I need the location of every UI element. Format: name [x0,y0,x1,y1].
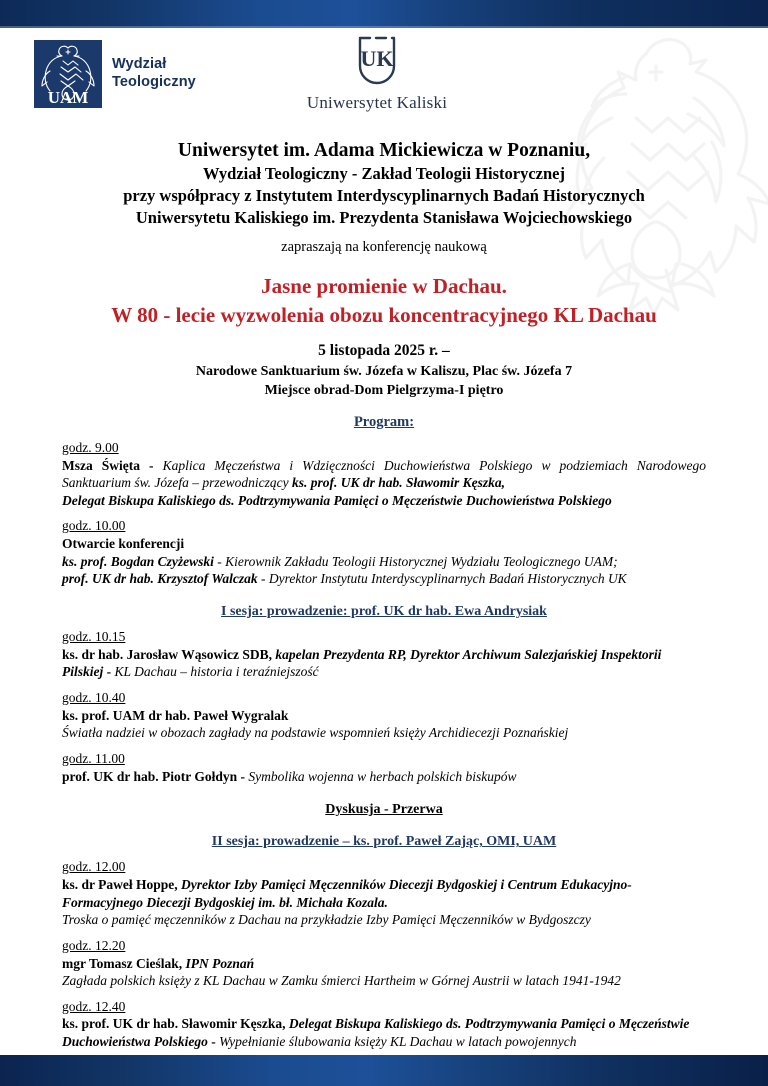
program-slot-line: Troska o pamięć męczenników z Dachau na przykładzie Izby Pamięci Męczenników w Bydgoszczy [62,912,591,928]
organizer-line-1: Uniwersytet im. Adama Mickiewicza w Poznaniu, [177,140,591,161]
program-slot-line: ks. dr hab. Jarosław Wąsowicz SDB, kapelan Prezydenta RP, Dyrektor Archiwum Salezjańskiej Inspektorii [62,646,662,662]
program-slot-line: Duchowieństwa Polskiego - Wypełnianie ślubowania księży KL Dachau w latach powojennych [62,1034,577,1050]
program-slot [62,938,706,990]
uam-faculty-label [112,56,196,91]
event-venue: Narodowe Sanktuarium św. Józefa w Kaliszu, Plac św. Józefa 7 [195,364,573,380]
program-heading: Program: [353,413,415,430]
program-slot [62,518,706,588]
program-slot-time: godz. 12.00 [62,859,126,875]
program-slot-time: godz. 12.20 [62,937,126,953]
session-1-items [62,629,706,785]
uam-logo [34,40,196,108]
session-2-heading: II sesja: prowadzenie – ks. prof. Paweł Zając, OMI, UAM [211,834,557,850]
uk-mark-text: UK [360,46,394,71]
program-slot [62,690,706,742]
program-slot-line: Światła nadziei w obozach zagłady na podstawie wspomnień księży Archidiecezji Poznańskiej [62,725,569,741]
program-slot-line: prof. UK dr hab. Piotr Gołdyn - Symbolika wojenna w herbach polskich biskupów [62,768,517,784]
program-slot-time: godz. 9.00 [62,439,119,455]
session-1-heading: I sesja: prowadzenie: prof. UK dr hab. Ewa Andrysiak [221,603,547,619]
bottom-decorative-bar [0,1055,768,1086]
conference-title [62,272,706,329]
event-details [62,341,706,401]
invitation-text: zapraszają na konferencję naukową [281,238,487,255]
event-room: Miejsce obrad-Dom Pielgrzyma-I piętro [264,383,504,399]
program-slot-time: godz. 11.00 [62,750,125,766]
uam-faculty-line-2: Teologiczny [112,74,196,90]
program-slot-time: godz. 10.15 [62,628,126,644]
conference-title-line-2: W 80 - lecie wyzwolenia obozu koncentracyjnego KL Dachau [111,302,657,327]
program-slot-line: Delegat Biskupa Kaliskiego ds. Podtrzymywania Pamięci o Męczeństwie Duchowieństwa Polskiego [62,492,612,508]
uk-name: Uniwersytet Kaliski [306,93,448,112]
program-slot-line: Msza Święta - Kaplica Męczeństwa i Wdzięczności Duchowieństwa Polskiego w podziemiach Narodowego Sanktuarium św. Józefa – przewodniczący ks. prof. UK dr hab. Sławomir Kęszka, [62,457,707,491]
program-slot-line: ks. prof. UAM dr hab. Paweł Wygralak [62,707,289,723]
program-slot-time: godz. 12.40 [62,998,126,1014]
organizer-line-3: przy współpracy z Instytutem Interdyscyplinarnych Badań Historycznych [123,186,645,206]
program-slot [62,999,706,1051]
organizers-block [62,138,706,256]
program-slot-line: mgr Tomasz Cieślak, IPN Poznań [62,955,255,971]
event-date: 5 listopada 2025 r. – [318,342,450,360]
uk-logo [282,34,472,113]
organizer-line-2: Wydział Teologiczny - Zakład Teologii Historycznej [203,164,565,184]
program-slot-line: Formacyjnego Diecezji Bydgoskiej im. bł. Michała Kozala. [62,894,388,910]
uam-crest-mark [34,40,102,108]
program-slot [62,440,706,510]
program-slot-line: prof. UK dr hab. Krzysztof Walczak - Dyrektor Instytutu Interdyscyplinarnych Badań Historycznych UK [62,571,627,587]
uk-shield-mark [346,34,408,92]
program-slot [62,859,706,929]
document-body [0,138,768,1081]
program-slot-line: Pilskiej - KL Dachau – historia i teraźniejszość [62,664,319,680]
logo-strip [0,28,768,138]
program-slot-line: ks. dr Paweł Hoppe, Dyrektor Izby Pamięci Męczenników Diecezji Bydgoskiej i Centrum Edukacyjno- [62,876,632,892]
program-slot-line: ks. prof. UK dr hab. Sławomir Kęszka, Delegat Biskupa Kaliskiego ds. Podtrzymywania Pamięci o Męczeństwie [62,1016,690,1032]
program-slot-time: godz. 10.40 [62,689,126,705]
uam-mark-text: UAM [47,88,89,107]
conference-title-line-1: Jasne promienie w Dachau. [261,274,507,299]
program-slot [62,751,706,785]
top-decorative-bar [0,0,768,28]
program-slot-line: Zagłada polskich księży z KL Dachau w Zamku śmierci Hartheim w Górnej Austrii w latach 1941-1942 [62,973,621,989]
program-intro-items [62,440,706,588]
uam-faculty-line-1: Wydział [112,56,167,73]
program-slot-line: ks. prof. Bogdan Czyżewski - Kierownik Zakładu Teologii Historycznej Wydziału Teologicznego UAM; [62,553,618,569]
program-slot-line: Otwarcie konferencji [62,536,185,552]
program-slot [62,629,706,681]
session-2-items [62,859,706,1050]
program-slot-time: godz. 10.00 [62,518,126,534]
organizer-line-4: Uniwersytetu Kaliskiego im. Prezydenta Stanisława Wojciechowskiego [135,207,633,227]
break-heading: Dyskusja - Przerwa [325,802,443,818]
